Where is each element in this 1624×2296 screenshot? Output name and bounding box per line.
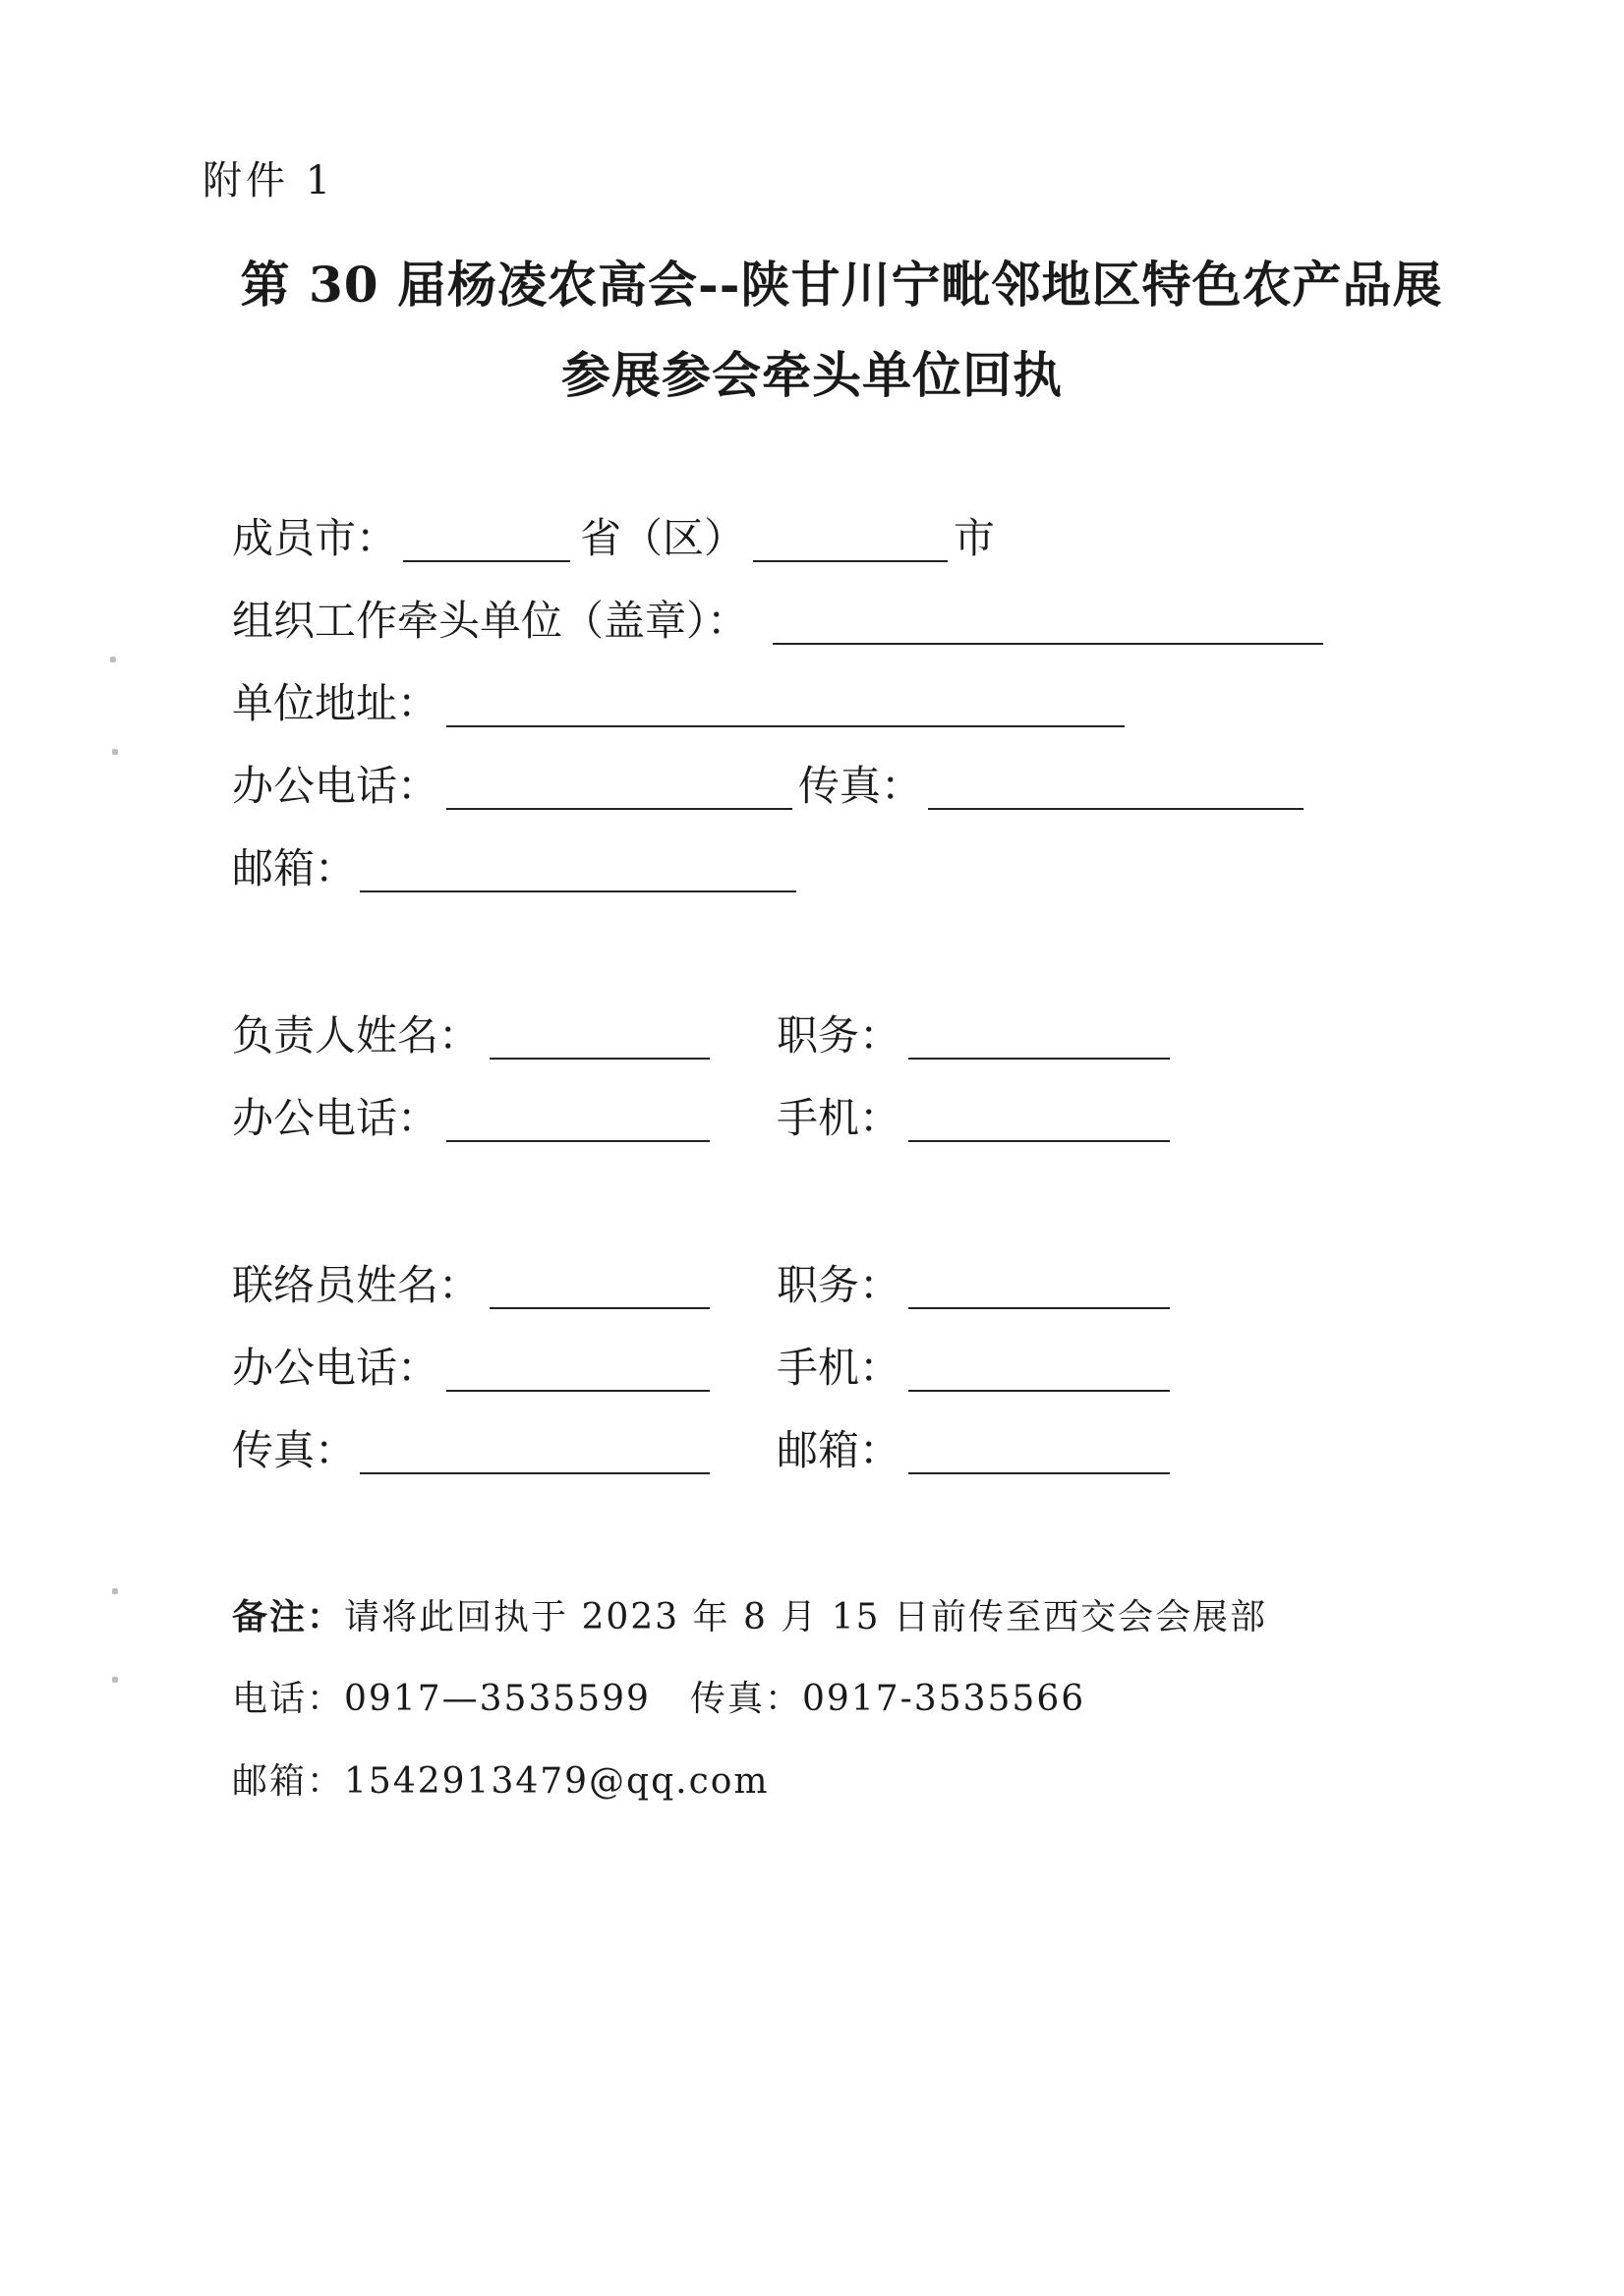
office-phone-label: 办公电话： bbox=[232, 762, 439, 810]
note-email-line bbox=[232, 1757, 770, 1807]
leader-mobile-field[interactable] bbox=[908, 1140, 1170, 1142]
city-field[interactable] bbox=[753, 560, 948, 562]
contact-phone-field[interactable] bbox=[446, 1390, 710, 1392]
contact-name-row bbox=[232, 1256, 1363, 1315]
office-phone-field[interactable] bbox=[446, 808, 792, 810]
email-label: 邮箱： bbox=[232, 844, 357, 892]
contact-email-field[interactable] bbox=[908, 1472, 1170, 1474]
unit-email-row bbox=[232, 839, 1363, 898]
contact-position-label: 职务： bbox=[777, 1261, 901, 1309]
note-contact-line bbox=[232, 1675, 1313, 1724]
note-fax: 0917-3535566 bbox=[802, 1679, 1086, 1719]
note-fax-label: 传真： bbox=[690, 1679, 803, 1719]
address-field[interactable] bbox=[446, 725, 1125, 727]
contact-phone-row bbox=[232, 1339, 1363, 1398]
leader-name-label: 负责人姓名： bbox=[232, 1011, 481, 1060]
fax-label: 传真： bbox=[798, 762, 923, 810]
contact-fax-field[interactable] bbox=[360, 1472, 710, 1474]
email-field[interactable] bbox=[360, 890, 796, 892]
leader-mobile-label: 手机： bbox=[777, 1094, 901, 1142]
org-unit-label: 组织工作牵头单位（盖章）： bbox=[232, 597, 749, 645]
leader-position-label: 职务： bbox=[777, 1011, 901, 1060]
leader-name-field[interactable] bbox=[490, 1058, 710, 1060]
note-email: 1542913479@qq.com bbox=[344, 1761, 770, 1802]
scan-speck bbox=[112, 1588, 118, 1594]
leader-phone-label: 办公电话： bbox=[232, 1094, 439, 1142]
note-label: 备注： bbox=[232, 1596, 345, 1637]
contact-phone-label: 办公电话： bbox=[232, 1344, 439, 1392]
province-field[interactable] bbox=[403, 560, 570, 562]
note-phone-label: 电话： bbox=[232, 1679, 345, 1719]
contact-fax-label: 传真： bbox=[232, 1426, 357, 1474]
address-row bbox=[232, 674, 1363, 733]
page-title: 第 30 届杨凌农高会--陕甘川宁毗邻地区特色农产品展 bbox=[240, 256, 1443, 314]
contact-name-field[interactable] bbox=[490, 1307, 710, 1309]
contact-position-field[interactable] bbox=[908, 1307, 1170, 1309]
contact-mobile-field[interactable] bbox=[908, 1390, 1170, 1392]
page-subtitle: 参展参会牵头单位回执 bbox=[561, 346, 1063, 404]
scan-speck bbox=[112, 1677, 118, 1683]
contact-email-label: 邮箱： bbox=[777, 1426, 901, 1474]
org-unit-field[interactable] bbox=[773, 643, 1323, 645]
city-suffix: 市 bbox=[954, 514, 996, 562]
leader-position-field[interactable] bbox=[908, 1058, 1170, 1060]
unit-phone-fax-row bbox=[232, 757, 1363, 816]
fax-field[interactable] bbox=[928, 808, 1304, 810]
scan-speck bbox=[110, 657, 116, 662]
province-suffix: 省（区） bbox=[580, 514, 746, 562]
address-label: 单位地址： bbox=[232, 679, 439, 727]
contact-name-label: 联络员姓名： bbox=[232, 1261, 481, 1309]
leader-name-row bbox=[232, 1006, 1363, 1065]
leader-phone-field[interactable] bbox=[446, 1140, 710, 1142]
member-city-label: 成员市： bbox=[232, 514, 398, 562]
note-text: 请将此回执于 2023 年 8 月 15 日前传至西交会会展部 bbox=[344, 1597, 1268, 1637]
note-phone: 0917—3535599 bbox=[344, 1679, 651, 1719]
member-city-row bbox=[232, 509, 1313, 568]
contact-mobile-label: 手机： bbox=[777, 1344, 901, 1392]
note-line bbox=[232, 1592, 1267, 1642]
contact-fax-email-row bbox=[232, 1421, 1363, 1480]
scan-speck bbox=[112, 749, 118, 755]
attachment-label: 附件 1 bbox=[203, 158, 335, 203]
leader-phone-row bbox=[232, 1089, 1363, 1148]
org-unit-row bbox=[232, 592, 1363, 651]
note-email-label: 邮箱： bbox=[232, 1761, 345, 1802]
